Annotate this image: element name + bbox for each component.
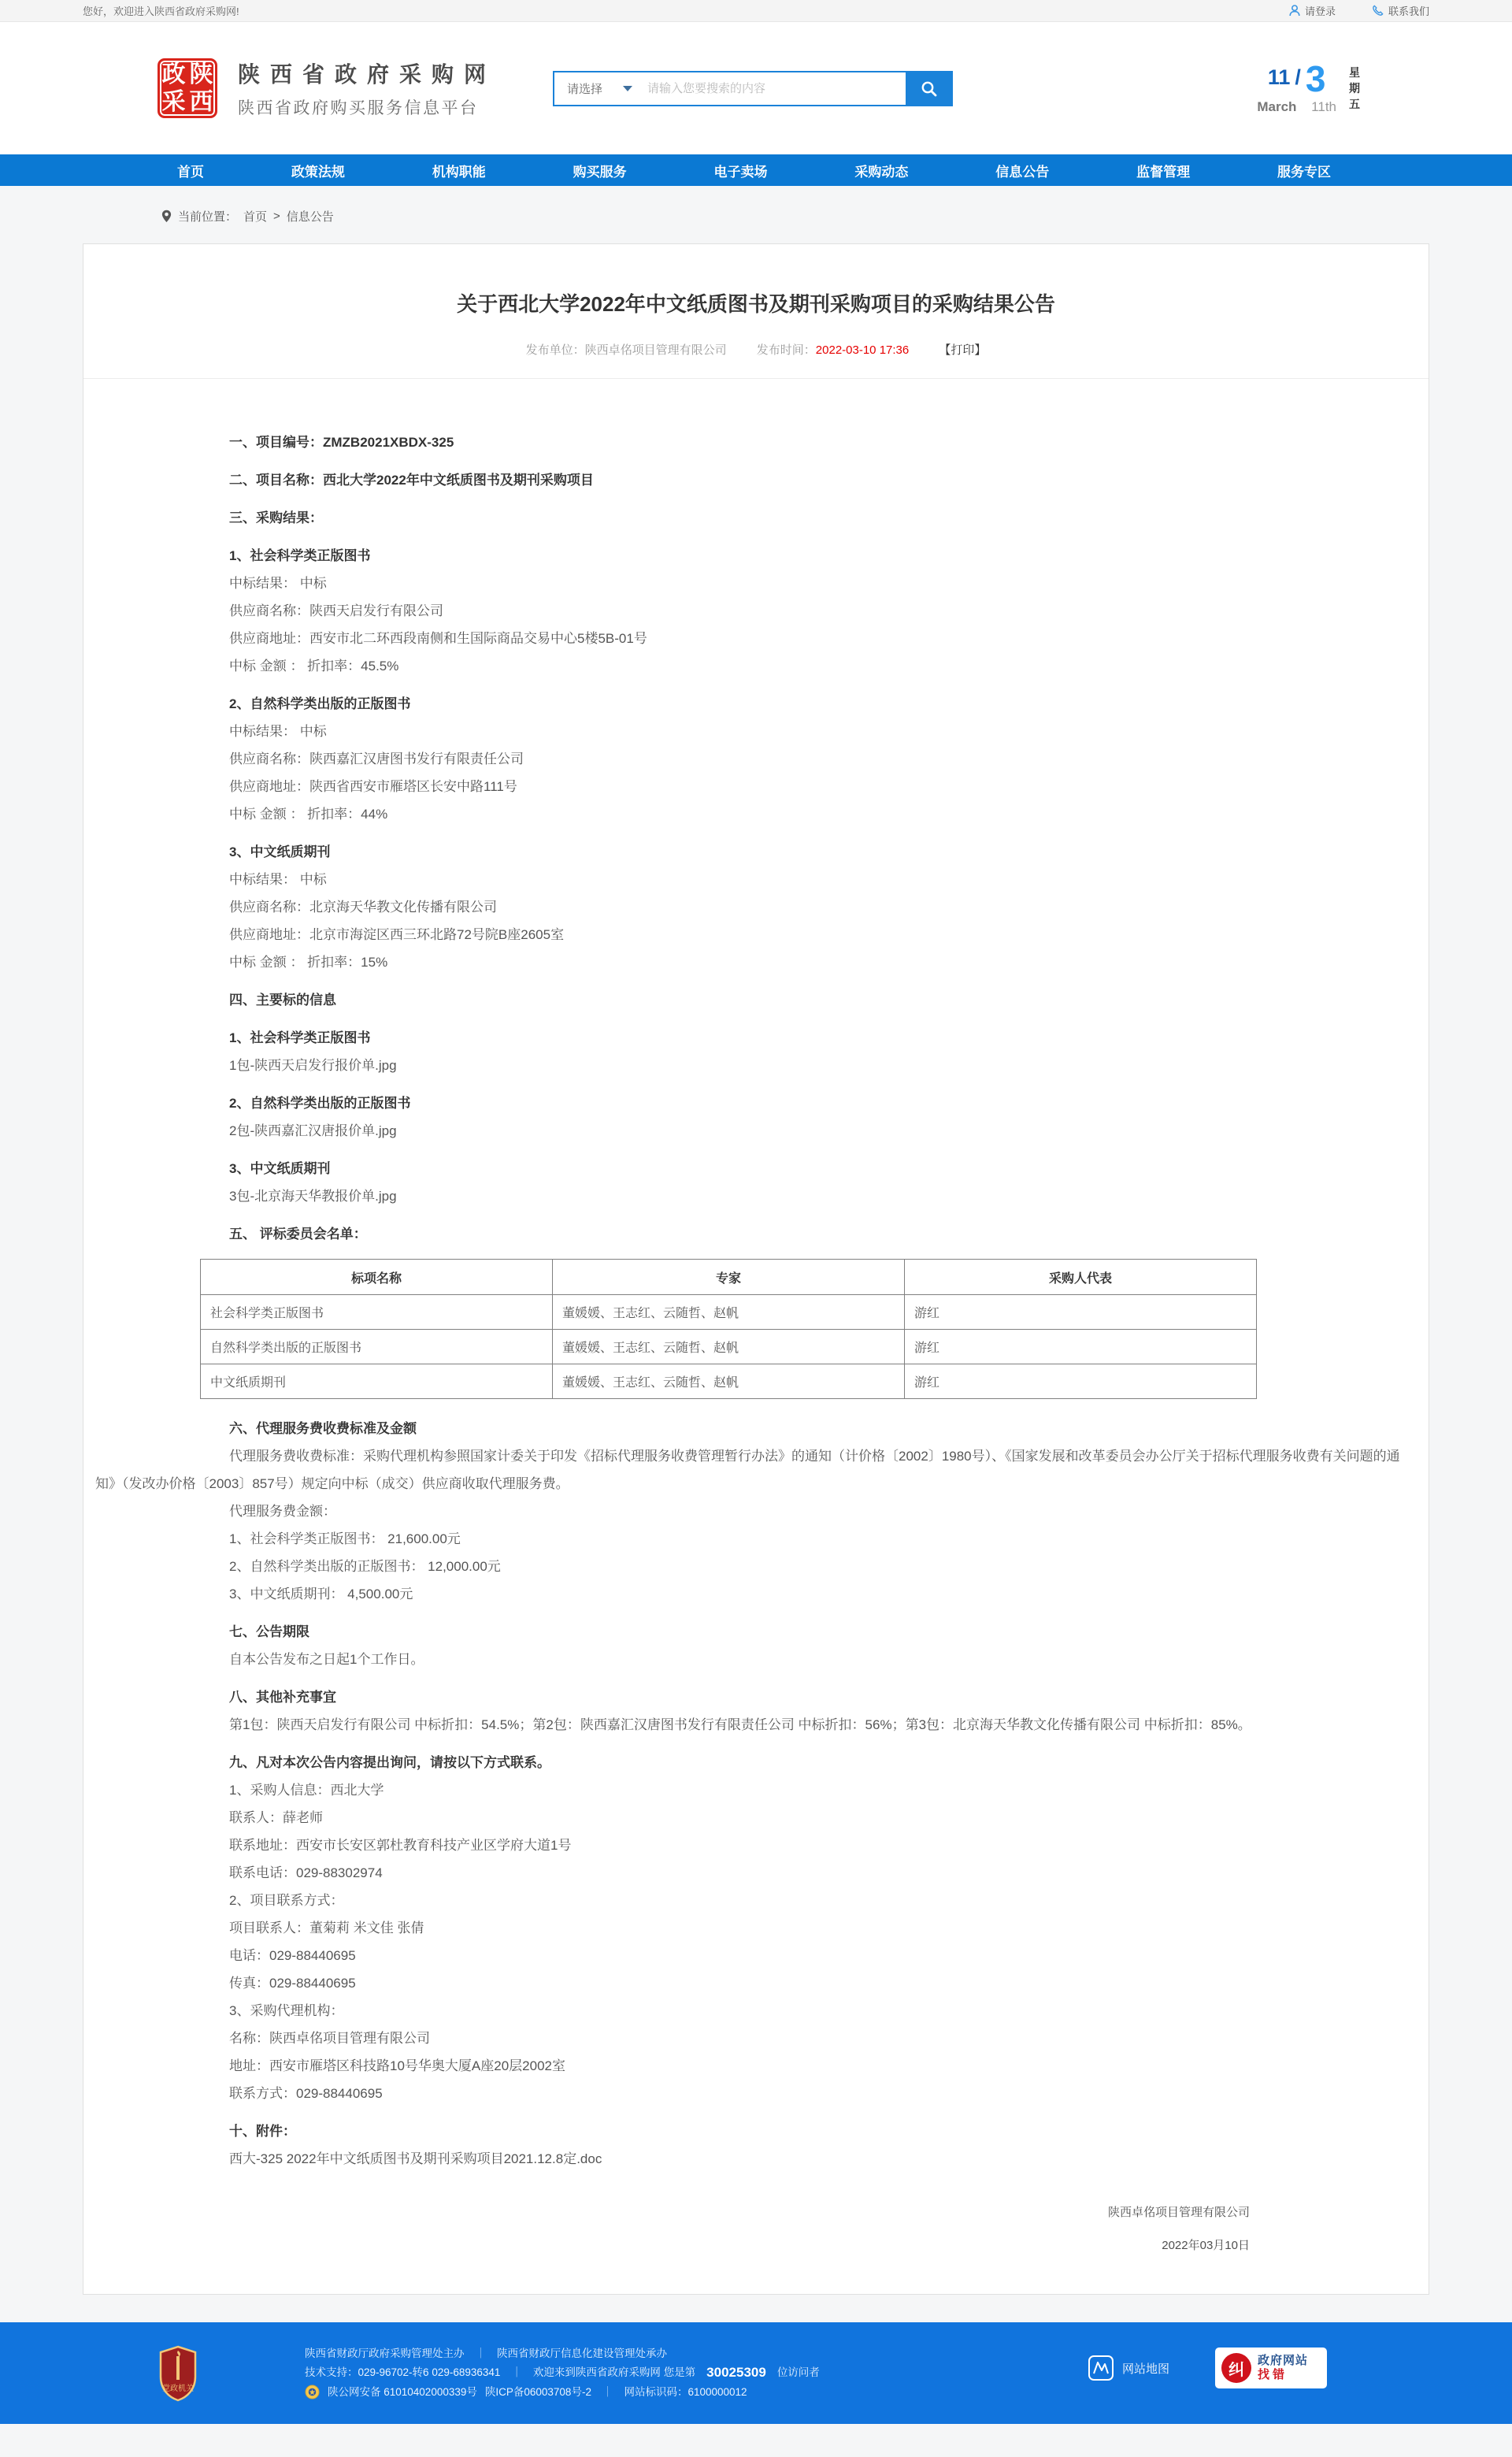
- date-month-number: 3: [1305, 58, 1326, 99]
- nav-purchase-services[interactable]: 购买服务: [573, 164, 627, 180]
- nav-e-mall[interactable]: 电子卖场: [713, 164, 768, 180]
- body-line: 联系方式：029-88440695: [229, 2086, 383, 2101]
- sub-heading: 2、自然科学类出版的正版图书: [229, 1096, 411, 1111]
- chevron-down-icon: [623, 86, 632, 91]
- footer-beian[interactable]: 陕公网安备 61010402000339号: [328, 2386, 477, 2398]
- nav-service-zone[interactable]: 服务专区: [1277, 164, 1331, 180]
- site-name: 陕西省政府采购网: [238, 62, 497, 87]
- nav-home[interactable]: 首页: [177, 164, 204, 180]
- body-line: 联系人：薛老师: [229, 1810, 323, 1825]
- location-pin-icon: [161, 210, 172, 223]
- body-line: 自本公告发布之日起1个工作日。: [229, 1652, 424, 1667]
- sub-heading: 3、中文纸质期刊: [229, 844, 331, 859]
- footer-site-code: 网站标识码：6100000012: [624, 2386, 747, 2398]
- body-line: 项目联系人：董菊莉 米文佳 张倩: [229, 1921, 424, 1936]
- body-line: 供应商地址：陕西省西安市雁塔区长安中路111号: [229, 779, 517, 794]
- body-line: 中标 金额 ： 折扣率：15%: [229, 955, 388, 970]
- nav-supervision[interactable]: 监督管理: [1136, 164, 1191, 180]
- body-line: 代理服务费金额：: [229, 1504, 336, 1519]
- main-nav: [0, 154, 1512, 186]
- body-line: 2、项目联系方式：: [229, 1893, 344, 1908]
- page-title: 关于西北大学2022年中文纸质图书及期刊采购项目的采购结果公告: [457, 292, 1055, 316]
- body-paragraph: 代理服务费收费标准：采购代理机构参照国家计委关于印发《招标代理服务收费管理暂行办法》的通知（计价格〔2002〕1980号）、《国家发展和改革委员会办公厅关于招标代理服务收费有关问题的通知》（发改办价格〔2003〕857号）规定向中标（成交）供应商收取代理服务费。: [95, 1449, 1400, 1491]
- login-link[interactable]: 请登录: [1289, 3, 1336, 18]
- section-heading: 二、项目名称：西北大学2022年中文纸质图书及期刊采购项目: [229, 473, 594, 488]
- body-line: 供应商名称：陕西天启发行有限公司: [229, 603, 443, 618]
- publish-time-value: 2022-03-10 17:36: [815, 343, 910, 357]
- section-heading: 三、采购结果：: [229, 510, 323, 525]
- footer-co-organizer: 陕西省财政厅信息化建设管理处承办: [497, 2348, 667, 2359]
- footer: [0, 2322, 1512, 2424]
- body-line: 2、自然科学类出版的正版图书： 12,000.00元: [229, 1559, 501, 1574]
- footer-organizer: 陕西省财政厅政府采购管理处主办: [305, 2348, 465, 2359]
- body-line: 名称：陕西卓佲项目管理有限公司: [229, 2031, 430, 2046]
- visitor-count: 30025309: [706, 2365, 766, 2380]
- body-line: 供应商地址：北京市海淀区西三环北路72号院B座2605室: [229, 927, 565, 942]
- nav-functions[interactable]: 机构职能: [432, 164, 486, 180]
- breadcrumb-current[interactable]: 信息公告: [286, 210, 334, 224]
- body-line: 第1包：陕西天启发行有限公司 中标折扣：54.5%；第2包：陕西嘉汇汉唐图书发行有限责任公司 中标折扣：56%；第3包：北京海天华教文化传播有限公司 中标折扣：85%。: [229, 1717, 1251, 1732]
- evaluation-committee-table: [200, 1259, 1257, 1399]
- weekday-label: 星 期 五: [1349, 65, 1360, 110]
- body-line: 3、中文纸质期刊： 4,500.00元: [229, 1587, 413, 1602]
- body-line: 电话：029-88440695: [229, 1948, 356, 1963]
- date-month-text: March: [1257, 99, 1297, 114]
- sub-heading: 1、社会科学类正版图书: [229, 1030, 371, 1045]
- print-button[interactable]: 【打印】: [939, 343, 987, 357]
- search-bar: [553, 71, 953, 106]
- table-row: 中文纸质期刊 董媛媛、王志红、云随哲、赵帆 游红: [201, 1364, 1257, 1399]
- phone-icon: [1372, 5, 1384, 17]
- section-heading: 四、主要标的信息: [229, 993, 336, 1008]
- breadcrumb-separator: >: [273, 210, 280, 223]
- error-report-logo-icon: 纠: [1221, 2353, 1251, 2383]
- sub-heading: 2、自然科学类出版的正版图书: [229, 696, 411, 711]
- section-heading: 十、附件：: [229, 2124, 296, 2139]
- signature-company: 陕西卓佲项目管理有限公司: [1107, 2206, 1250, 2219]
- publish-time-label: 发布时间：: [756, 343, 816, 357]
- body-line: 中标 金额 ： 折扣率：45.5%: [229, 659, 399, 674]
- search-category-select[interactable]: 请选择: [554, 72, 647, 105]
- date-day: 11: [1267, 65, 1291, 89]
- table-row: 自然科学类出版的正版图书 董媛媛、王志红、云随哲、赵帆 游红: [201, 1330, 1257, 1364]
- body-line: 1、采购人信息：西北大学: [229, 1783, 384, 1798]
- publisher-value: 陕西卓佲项目管理有限公司: [584, 343, 727, 357]
- article-body: [83, 379, 1429, 2262]
- welcome-text: 您好，欢迎进入陕西省政府采购网!: [83, 6, 239, 17]
- table-row: 社会科学类正版图书 董媛媛、王志红、云随哲、赵帆 游红: [201, 1295, 1257, 1330]
- date-ordinal: 11th: [1311, 99, 1336, 114]
- gov-site-error-report-badge[interactable]: 纠 政府网站 找错: [1215, 2348, 1327, 2388]
- attachment-image-name: 1包-陕西天启发行报价单.jpg: [229, 1058, 397, 1073]
- body-line: 中标结果： 中标: [229, 576, 327, 591]
- body-line: 中标结果： 中标: [229, 724, 327, 739]
- col-header-item-name: 标项名称: [201, 1260, 553, 1295]
- footer-tech-support: 技术支持：029-96702-转6 029-68936341: [305, 2366, 501, 2378]
- sub-heading: 3、中文纸质期刊: [229, 1161, 331, 1176]
- col-header-purchaser-rep: 采购人代表: [905, 1260, 1257, 1295]
- section-heading: 六、代理服务费收费标准及金额: [229, 1421, 417, 1436]
- site-subtitle: 陕西省政府购买服务信息平台: [238, 99, 479, 117]
- signature-block: [95, 2196, 1250, 2262]
- body-line: 供应商地址：西安市北二环西段南侧和生国际商品交易中心5楼5B-01号: [229, 631, 647, 646]
- search-icon: [921, 80, 937, 97]
- section-heading: 一、项目编号：ZMZB2021XBDX-325: [229, 435, 454, 450]
- user-icon: [1289, 5, 1300, 17]
- nav-procurement-news[interactable]: 采购动态: [854, 164, 909, 180]
- body-line: 中标 金额 ： 折扣率：44%: [229, 807, 388, 822]
- breadcrumb-home[interactable]: 首页: [243, 210, 268, 224]
- breadcrumb: [83, 208, 1429, 225]
- search-button[interactable]: [906, 72, 951, 105]
- footer-info: 陕西省财政厅政府采购管理处主办 ｜ 陕西省财政厅信息化建设管理处承办 技术支持：029-96702-转6 029-68936341 ｜ 欢迎来到陕西省政府采购网 您是第 30025309 位访问者 陕公网安备 61010402000339号 陕ICP备06003708号-2 ｜ 网站标识码：6100000012: [305, 2348, 820, 2398]
- body-line: 1、社会科学类正版图书： 21,600.00元: [229, 1531, 461, 1546]
- section-heading: 九、凡对本次公告内容提出询问，请按以下方式联系。: [229, 1755, 550, 1770]
- body-line: 3、采购代理机构：: [229, 2003, 344, 2018]
- section-heading: 八、其他补充事宜: [229, 1690, 336, 1705]
- body-line: 供应商名称：北京海天华教文化传播有限公司: [229, 900, 497, 915]
- party-government-emblem-icon: [158, 2345, 198, 2402]
- footer-icp[interactable]: 陕ICP备06003708号-2: [484, 2386, 591, 2398]
- body-line: 联系电话：029-88302974: [229, 1865, 383, 1880]
- body-line: 中标结果： 中标: [229, 872, 327, 887]
- section-heading: 五、 评标委员会名单：: [229, 1227, 367, 1241]
- table-header-row: [201, 1260, 1257, 1295]
- section-heading: 七、公告期限: [229, 1624, 309, 1639]
- body-line: 联系地址：西安市长安区郭杜教育科技产业区学府大道1号: [229, 1838, 572, 1853]
- attachment-image-name: 2包-陕西嘉汇汉唐报价单.jpg: [229, 1123, 397, 1138]
- breadcrumb-prefix: 当前位置：: [178, 210, 238, 224]
- police-badge-icon: [305, 2385, 320, 2399]
- header: [0, 22, 1512, 154]
- body-line: 供应商名称：陕西嘉汇汉唐图书发行有限责任公司: [229, 752, 524, 766]
- publisher-label: 发布单位：: [525, 343, 585, 357]
- body-line: 地址：西安市雁塔区科技路10号华奥大厦A座20层2002室: [229, 2058, 565, 2073]
- body-line: 传真：029-88440695: [229, 1976, 356, 1991]
- attachment-image-name: 3包-北京海天华教报价单.jpg: [229, 1189, 397, 1204]
- article-meta: [83, 341, 1429, 358]
- search-input[interactable]: [647, 72, 906, 105]
- nav-announcements[interactable]: 信息公告: [995, 164, 1050, 180]
- brand-block: [238, 58, 496, 119]
- date-widget: 11 / 3 March 11th 星 期 五: [1257, 58, 1360, 114]
- col-header-experts: 专家: [553, 1260, 905, 1295]
- topbar: [0, 0, 1512, 22]
- article-card: [83, 243, 1429, 2295]
- contact-link[interactable]: 联系我们: [1372, 3, 1429, 18]
- sub-heading: 1、社会科学类正版图书: [229, 548, 371, 563]
- nav-policies[interactable]: 政策法规: [291, 164, 345, 180]
- signature-date: 2022年03月10日: [1162, 2239, 1250, 2252]
- svg-text:党政机关: 党政机关: [162, 2384, 194, 2393]
- sitemap-link[interactable]: 网站地图: [1088, 2355, 1169, 2381]
- sitemap-icon: [1088, 2355, 1114, 2381]
- site-logo: 政 陕 采 西: [158, 58, 217, 118]
- footer-visitor-suffix: 位访问者: [776, 2366, 820, 2378]
- footer-welcome: 欢迎来到陕西省政府采购网 您是第: [532, 2366, 696, 2378]
- attachment-link[interactable]: 西大-325 2022年中文纸质图书及期刊采购项目2021.12.8定.doc: [229, 2151, 602, 2166]
